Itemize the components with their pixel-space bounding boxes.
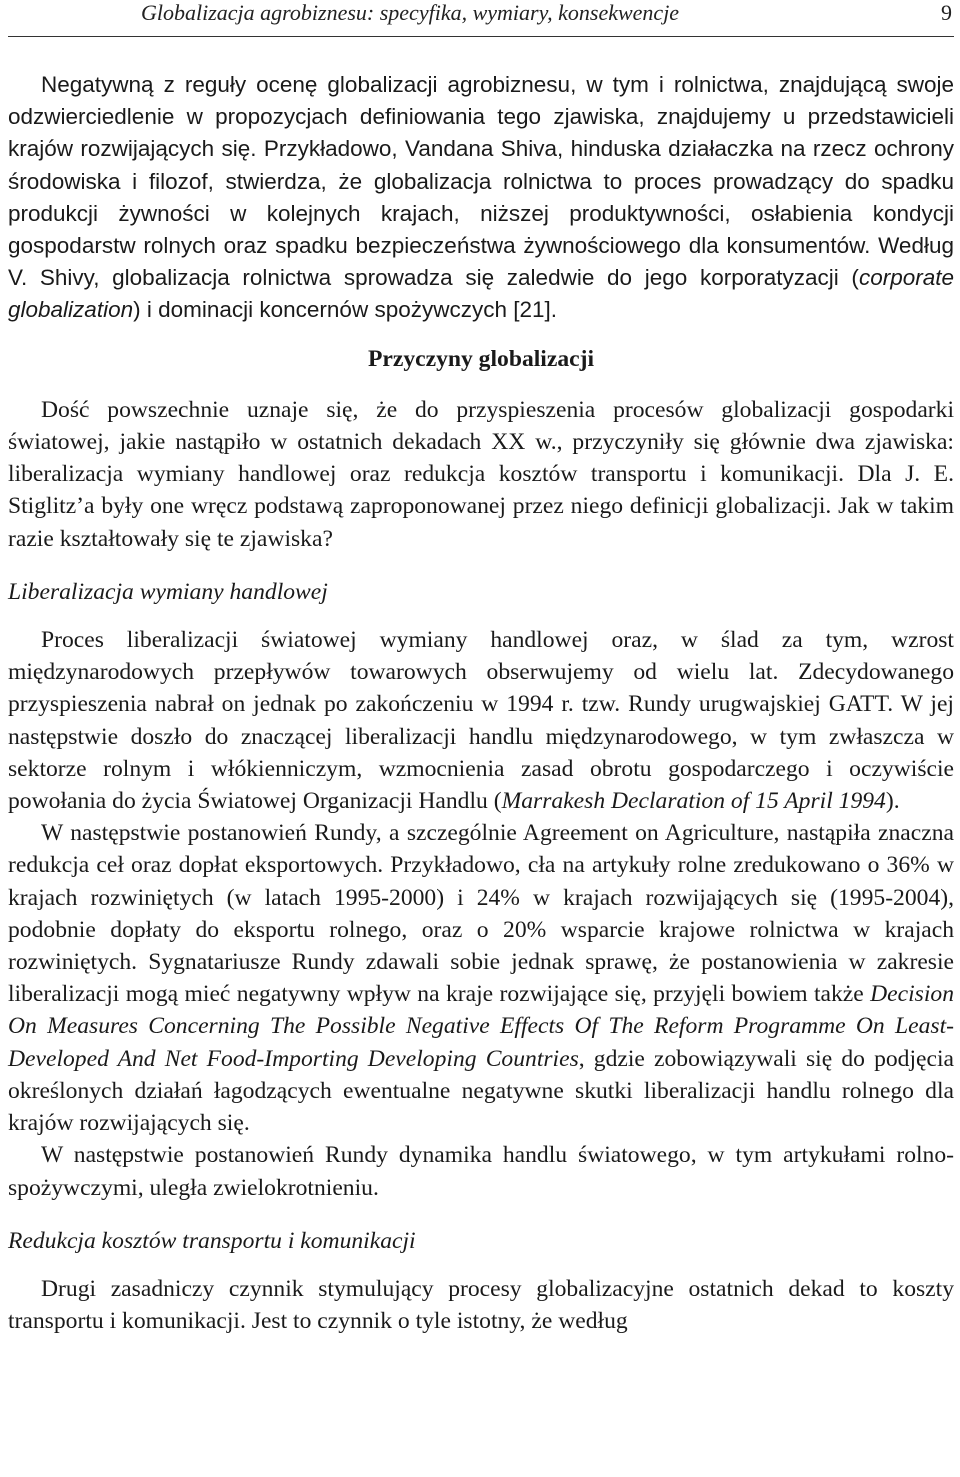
paragraph-3-tail: ). [885, 788, 900, 815]
paragraph-4-italic: Decision On Measures Concerning The Possible Negative Effects Of The Reform Programme On Least-Developed And Net Food-Importing Developing Countries [8, 981, 954, 1072]
article-body [8, 69, 954, 1337]
paragraph-1-tail: ) i dominacji koncernów spożywczych [21]. [133, 297, 558, 323]
paragraph-1-italic: corporate globalization [8, 265, 954, 323]
running-header [8, 0, 954, 37]
paragraph-4-tail: , gdzie zobowiązywali się do podjęcia określonych działań łagodzących ewentualne negatywne skutki liberalizacji handlu rolnego dla krajów rozwijających się. [8, 1045, 954, 1137]
paragraph-3-text: Proces liberalizacji światowej wymiany handlowej oraz, w ślad za tym, wzrost międzynarodowych przepływów towarowych obserwujemy od wielu lat. Zdecydowanego przyspieszenia nabrał on jednak po zakończeniu w 1994 r. tzw. Rundy urugwajskiej GATT. W jej następstwie doszło do znaczącej liberalizacji handlu międzynarodowego, w tym zwłaszcza w sektorze rolnym i włókienniczym, wzmocnienia zasad obrotu gospodarczego i oczywiście powołania do życia Światowej Organizacji Handlu ( [8, 627, 954, 815]
paragraph-4 [8, 817, 954, 1139]
paragraph-3-italic: Marrakesh Declaration of 15 April 1994 [501, 788, 886, 815]
paragraph-3 [8, 624, 954, 817]
subheading-trade-liberalization: Liberalizacja wymiany handlowej [8, 578, 328, 605]
page-number: 9 [941, 0, 952, 25]
running-title: Globalizacja agrobiznesu: specyfika, wymiary, konsekwencje [141, 0, 680, 25]
paragraph-4-text: W następstwie postanowień Rundy, a szczególnie Agreement on Agriculture, nastąpiła znaczna redukcja ceł oraz dopłat eksportowych. Przykładowo, cła na artykuły rolne zredukowano o 36% w krajach rozwiniętych (w latach 1995-2000) i 24% w krajach rozwijających się (1995-2004), podobnie dopłaty do eksportu rolnego, oraz o 20% wsparcie krajowe rolnictwa w krajach rozwiniętych. Sygnatariusze Rundy zdawali sobie jednak sprawę, że postanowienia w zakresie liberalizacji mogą mieć negatywny wpływ na kraje rozwijające się, przyjęli bowiem także [8, 820, 954, 1008]
section-heading: Przyczyny globalizacji [367, 345, 595, 372]
paragraph-1-text: Negatywną z reguły ocenę globalizacji agrobiznesu, w tym i rolnictwa, znajdującą swoje odzwierciedlenie w propozycjach definiowania tego zjawiska, znajdujemy u przedstawicieli krajów rozwijających się. Przykładowo, Vandana Shiva, hinduska działaczka na rzecz ochrony środowiska i filozof, stwierdza, że globalizacja rolnictwa to proces prowadzący do spadku produkcji żywności w kolejnych krajach, niższej produktywności, osłabienia kondycji gospodarstw rolnych oraz spadku bezpieczeństwa żywnościowego dla konsumentów. Według V. Shivy, globalizacja rolnictwa sprowadza się zaledwie do jego korporatyzacji ( [8, 72, 954, 291]
paragraph-5: W następstwie postanowień Rundy dynamika handlu światowego, w tym artykułami rolno-spożywczymi, uległa zwielokrotnieniu. [8, 1142, 954, 1201]
paragraph-6: Drugi zasadniczy czynnik stymulujący procesy globalizacyjne ostatnich dekad to koszty transportu i komunikacji. Jest to czynnik o tyle istotny, że według [8, 1275, 954, 1335]
paragraph-1 [8, 69, 954, 327]
page [8, 0, 954, 1337]
subheading-transport-costs: Redukcja kosztów transportu i komunikacji [8, 1227, 416, 1254]
paragraph-2: Dość powszechnie uznaje się, że do przyspieszenia procesów globalizacji gospodarki światowej, jakie nastąpiło w ostatnich dekadach XX w., przyczyniły się głównie dwa zjawiska: liberalizacja wymiany handlowej oraz redukcja kosztów transportu i komunikacji. Dla J. E. Stiglitz’a były one wręcz podstawą zaproponowanej przez niego definicji globalizacji. Jak w takim razie kształtowały się te zjawiska? [8, 396, 954, 552]
